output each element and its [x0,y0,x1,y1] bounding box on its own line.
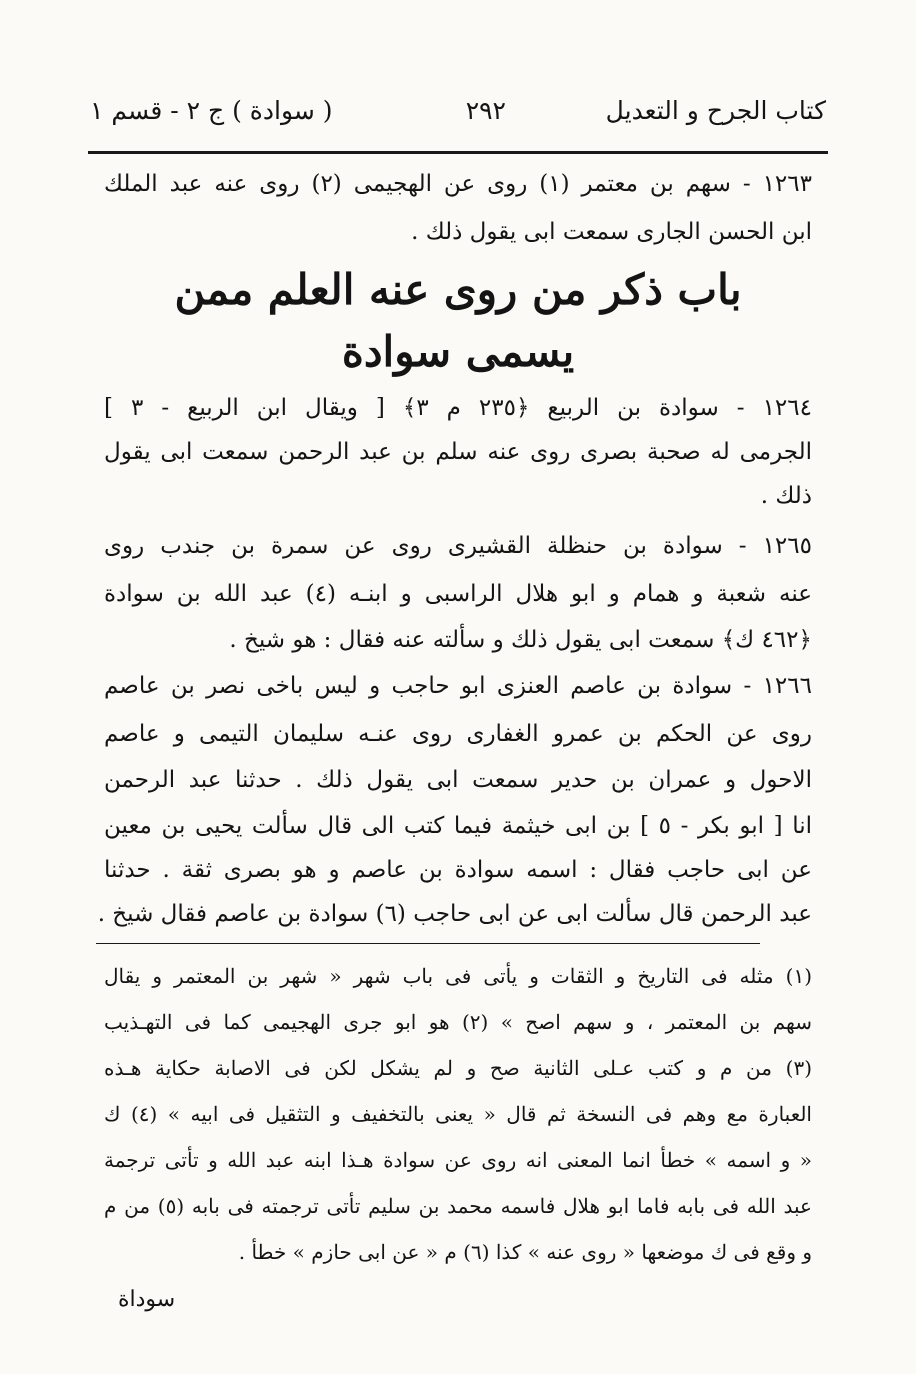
footnote-line: (١) مثله فى التاريخ و الثقات و يأتى فى باب شهر « شهر بن المعتمر و يقال [104,964,812,988]
entry-line: انا [ ابو بكر - ٥ ] بن ابى خيثمة فيما كتب الى قال سألت يحيى بن معين [104,813,812,839]
footnote-line: « و اسمه » خطأ انما المعنى انه روى عن سوادة هـذا ابنه عبد الله و تأتى ترجمة [104,1148,812,1172]
footnote-line: سهم بن المعتمر ، و سهم اصح » (٢) هو ابو جرى الهجيمى كما فى التهـذيب [104,1010,812,1034]
chapter-title-line-2: يسمى سوادة [341,327,575,376]
header-rule [88,151,828,154]
entry-line: ذلك . [760,483,812,509]
entry-line: ١٢٦٤ - سوادة بن الربيع ﴿٢٣٥ م ٣﴾ [ ويقال ابن الربيع - ٣ ] [104,395,812,421]
catchword: سوداة [118,1287,176,1312]
footnote-line: العبارة مع وهم فى النسخة ثم قال « يعنى بالتخفيف و التثقيل فى ابيه » (٤) ك [104,1102,812,1126]
book-title: كتاب الجرح و التعديل [605,96,826,125]
entry-line: عن ابى حاجب فقال : اسمه سوادة بن عاصم و هو بصرى ثقة . حدثنا [104,857,812,883]
footnote-line: و وقع فى ك موضعها « روى عنه » كذا (٦) م « عن ابى حازم » خطأ . [238,1240,812,1264]
entry-line: ﴿٤٦٢ ك﴾ سمعت ابى يقول ذلك و سألته عنه فقال : هو شيخ . [229,627,812,653]
running-header [90,96,826,142]
entry-1263-line-1: ١٢٦٣ - سهم بن معتمر (١) روى عن الهجيمى (٢) روى عنه عبد الملك [104,171,812,197]
footnote-line: (٣) من م و كتب عـلى الثانية صح و لم يشكل لكن فى الاصابة حكاية هـذه [104,1056,812,1080]
entry-line: روى عن الحكم بن عمرو الغفارى روى عنـه سليمان التيمى و عاصم [104,721,812,747]
footnote-line: عبد الله فى بابه فاما ابو هلال فاسمه محمد بن سليم تأتى ترجمته فى بابه (٥) من م [104,1194,812,1218]
entry-1263-line-2: ابن الحسن الجارى سمعت ابى يقول ذلك . [411,219,812,245]
entry-line: ١٢٦٦ - سوادة بن عاصم العنزى ابو حاجب و ليس باخى نصر بن عاصم [104,673,812,699]
entry-line: ١٢٦٥ - سوادة بن حنظلة القشيرى روى عن سمرة بن جندب روى [104,533,812,559]
entry-line: عنه شعبة و همام و ابو هلال الراسبى و ابنـه (٤) عبد الله بن سوادة [104,581,812,607]
entry-line: الاحول و عمران بن حدير سمعت ابى يقول ذلك . حدثنا عبد الرحمن [104,767,812,793]
footnote-rule [96,943,760,944]
entry-line: عبد الرحمن قال سألت ابى عن ابى حاجب (٦) سوادة بن عاصم فقال شيخ . [97,901,812,927]
chapter-title-line-1: باب ذكر من روى عنه العلم ممن [174,265,742,314]
section-marker: ( سوادة ) ج ٢ - قسم ١ [90,96,333,125]
entry-line: الجرمى له صحبة بصرى روى عنه سلم بن عبد الرحمن سمعت ابى يقول [104,439,812,465]
page-number: ٢٩٢ [465,96,506,125]
